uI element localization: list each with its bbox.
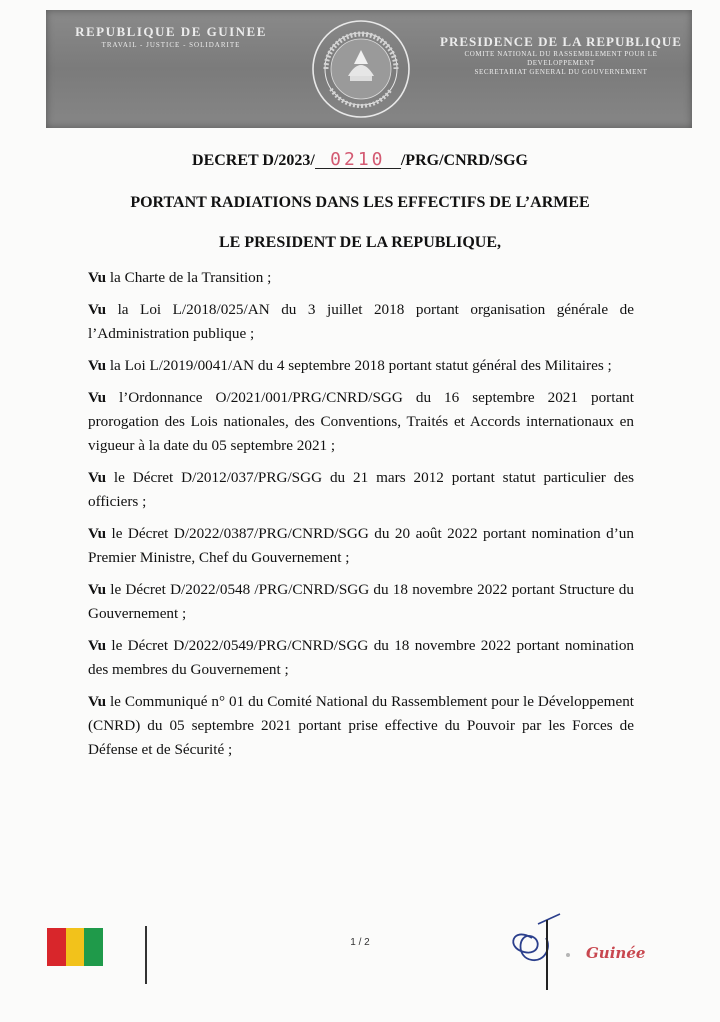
consideration-paragraph: [88, 578, 634, 626]
flag-stripe-yellow: [66, 928, 85, 966]
consideration-text: la Loi L/2019/0041/AN du 4 septembre 2018 portant statut général des Militaires ;: [109, 357, 612, 374]
letterhead-banner: [46, 10, 692, 128]
consideration-paragraph: [88, 522, 634, 570]
republic-title: REPUBLIQUE DE GUINEE: [75, 24, 267, 39]
national-seal-icon: [306, 14, 416, 124]
consideration-text: la Charte de la Transition ;: [109, 269, 272, 286]
letterhead-left: [46, 24, 296, 49]
president-heading: LE PRESIDENT DE LA REPUBLIQUE,: [219, 234, 501, 251]
vu-label: Vu: [88, 525, 107, 542]
vu-label: Vu: [88, 693, 107, 710]
consideration-text: la Loi L/2018/025/AN du 3 juillet 2018 portant organisation générale de l’Administration publique ;: [88, 301, 634, 342]
guinea-flag-icon: [47, 928, 103, 966]
national-motto: TRAVAIL - JUSTICE - SOLIDARITE: [101, 41, 241, 49]
decree-reference: [0, 149, 720, 170]
consideration-paragraph: [88, 386, 634, 458]
vu-label: Vu: [88, 389, 107, 406]
footer-divider-right: [546, 920, 548, 990]
consideration-paragraph: [88, 298, 634, 346]
consideration-paragraph: [88, 354, 634, 378]
considerations-list: [88, 266, 634, 770]
vu-label: Vu: [88, 581, 107, 598]
presidency-title: PRESIDENCE DE LA REPUBLIQUE: [440, 34, 682, 49]
decree-number: 0210: [315, 152, 401, 169]
vu-label: Vu: [88, 469, 107, 486]
footer-divider: [145, 926, 147, 984]
decree-subject: PORTANT RADIATIONS DANS LES EFFECTIFS DE L’ARMEE: [130, 194, 590, 211]
flag-stripe-red: [47, 928, 66, 966]
cnrd-line-2: DEVELOPPEMENT: [527, 59, 595, 67]
consideration-text: le Décret D/2022/0548 /PRG/CNRD/SGG du 18 novembre 2022 portant Structure du Gouvernement ;: [88, 581, 634, 622]
cnrd-line: COMITE NATIONAL DU RASSEMBLEMENT POUR LE: [464, 50, 658, 58]
vu-label: Vu: [88, 357, 107, 374]
consideration-paragraph: [88, 266, 634, 290]
vu-label: Vu: [88, 301, 107, 318]
consideration-text: l’Ordonnance O/2021/001/PRG/CNRD/SGG du 16 septembre 2021 portant prorogation des Lois nationales, des Conventions, Traités et Accords internationaux en vigueur à la date du 05 septembre 2021 ;: [88, 389, 634, 454]
page-number: 1 / 2: [350, 937, 370, 948]
signature-icon: [502, 908, 562, 978]
flag-stripe-green: [84, 928, 103, 966]
separator-dot: [566, 953, 570, 957]
consideration-text: le Décret D/2012/037/PRG/SGG du 21 mars 2012 portant statut particulier des officiers ;: [88, 469, 635, 510]
consideration-paragraph: [88, 466, 634, 514]
letterhead-right: [436, 34, 686, 77]
decree-suffix: /PRG/CNRD/SGG: [400, 152, 528, 169]
sgg-line: SECRETARIAT GENERAL DU GOUVERNEMENT: [474, 68, 648, 76]
consideration-text: le Communiqué n° 01 du Comité National du Rassemblement pour le Développement (CNRD) du 05 septembre 2021 portant prise effective du Pouvoir par les Forces de Défense et de Sécurité ;: [88, 693, 635, 758]
decree-prefix: DECRET D/2023/: [192, 152, 315, 169]
consideration-text: le Décret D/2022/0387/PRG/CNRD/SGG du 20 août 2022 portant nomination d’un Premier Ministre, Chef du Gouvernement ;: [88, 525, 634, 566]
vu-label: Vu: [88, 637, 107, 654]
consideration-paragraph: [88, 634, 634, 682]
consideration-paragraph: [88, 690, 634, 762]
vu-label: Vu: [88, 269, 107, 286]
guinee-logo: Guinée: [586, 944, 646, 962]
consideration-text: le Décret D/2022/0549/PRG/CNRD/SGG du 18 novembre 2022 portant nomination des membres du Gouvernement ;: [88, 637, 635, 678]
